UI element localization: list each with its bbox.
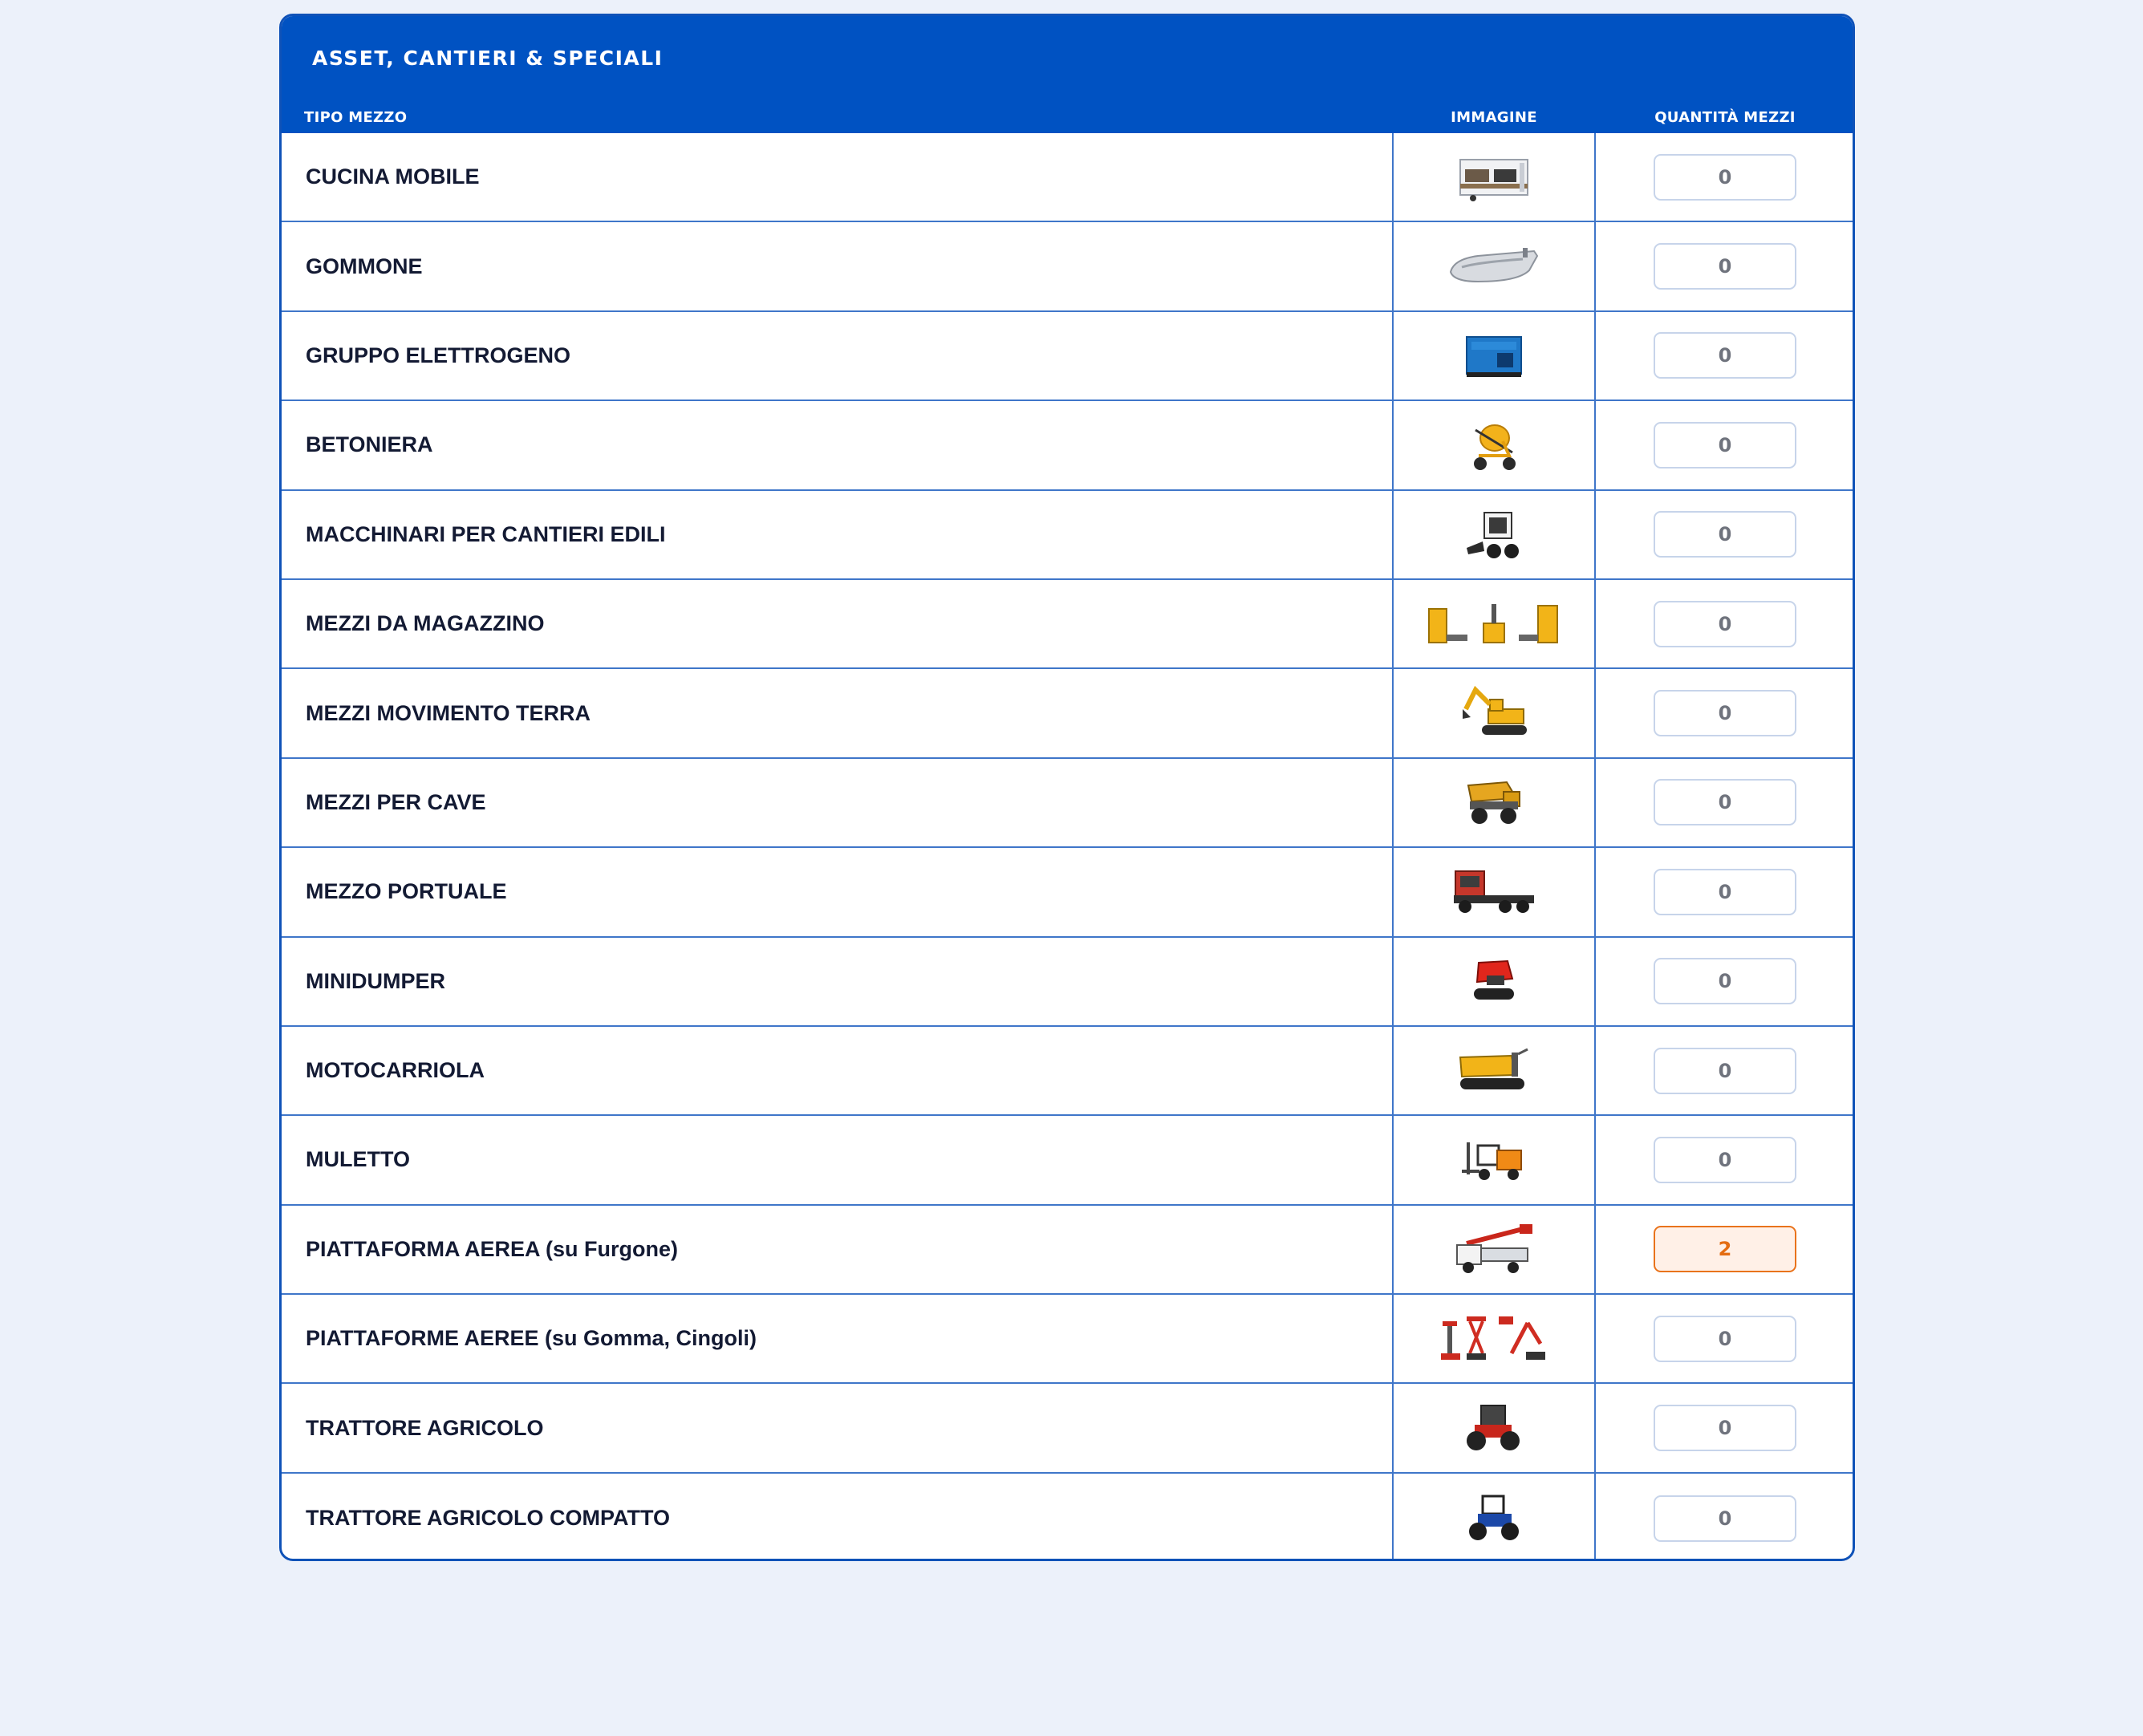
quantity-cell xyxy=(1596,491,1854,578)
quantity-cell xyxy=(1596,401,1854,489)
vehicle-image-cell xyxy=(1394,133,1594,221)
quantity-input[interactable] xyxy=(1654,601,1796,647)
table-row xyxy=(282,312,1853,401)
vehicle-image-cell xyxy=(1394,938,1594,1025)
warehouse-vehicles-icon xyxy=(1426,599,1562,649)
vehicle-type-label: MEZZI MOVIMENTO TERRA xyxy=(306,700,591,725)
vehicle-type-label: TRATTORE AGRICOLO xyxy=(306,1415,544,1440)
quantity-input[interactable] xyxy=(1654,1405,1796,1451)
inflatable-boat-icon xyxy=(1446,243,1542,290)
quantity-input[interactable] xyxy=(1654,511,1796,558)
tracked-carrier-icon xyxy=(1455,1046,1532,1096)
quantity-cell xyxy=(1596,133,1854,221)
quantity-cell xyxy=(1596,1384,1854,1471)
vehicle-image-cell xyxy=(1394,1474,1594,1561)
table-row xyxy=(282,848,1853,937)
column-header-image: IMMAGINE xyxy=(1451,109,1537,126)
table-header xyxy=(282,16,1853,133)
quantity-cell xyxy=(1596,312,1854,400)
compact-tractor-icon xyxy=(1465,1491,1523,1546)
table-row xyxy=(282,222,1853,311)
quantity-input[interactable] xyxy=(1654,332,1796,379)
quantity-input[interactable] xyxy=(1654,1226,1796,1272)
vehicle-type-label: MEZZI PER CAVE xyxy=(306,789,486,814)
quantity-cell xyxy=(1596,580,1854,667)
vehicle-type-label: GRUPPO ELETTROGENO xyxy=(306,343,571,367)
quantity-cell xyxy=(1596,669,1854,756)
section-title: ASSET, CANTIERI & SPECIALI xyxy=(312,47,664,70)
quantity-cell xyxy=(1596,1027,1854,1114)
vehicle-type-label: MULETTO xyxy=(306,1147,410,1172)
vehicle-image-cell xyxy=(1394,1206,1594,1293)
table-row xyxy=(282,401,1853,490)
vehicle-type-label: GOMMONE xyxy=(306,254,423,278)
mobile-kitchen-icon xyxy=(1454,152,1534,203)
vehicle-type-label: TRATTORE AGRICOLO COMPATTO xyxy=(306,1506,670,1531)
column-header-type: TIPO MEZZO xyxy=(304,109,408,126)
vehicle-image-cell xyxy=(1394,848,1594,935)
table-row xyxy=(282,938,1853,1027)
vehicle-image-cell xyxy=(1394,669,1594,756)
quantity-cell xyxy=(1596,1206,1854,1293)
vehicle-type-label: BETONIERA xyxy=(306,432,433,457)
vehicle-type-label: MEZZI DA MAGAZZINO xyxy=(306,611,545,636)
quantity-cell xyxy=(1596,848,1854,935)
concrete-mixer-icon xyxy=(1464,417,1524,473)
vehicle-image-cell xyxy=(1394,312,1594,400)
vehicle-image-cell xyxy=(1394,580,1594,667)
quantity-input[interactable] xyxy=(1654,1316,1796,1362)
quantity-input[interactable] xyxy=(1654,1048,1796,1094)
vehicle-image-cell xyxy=(1394,1295,1594,1382)
quantity-cell xyxy=(1596,759,1854,846)
table-row xyxy=(282,759,1853,848)
quantity-cell xyxy=(1596,1295,1854,1382)
quarry-dumper-icon xyxy=(1463,776,1524,829)
quantity-input[interactable] xyxy=(1654,869,1796,915)
quantity-cell xyxy=(1596,1116,1854,1203)
vehicle-image-cell xyxy=(1394,1116,1594,1203)
agricultural-tractor-icon xyxy=(1463,1401,1524,1455)
quantity-cell xyxy=(1596,1474,1854,1561)
table-row xyxy=(282,1027,1853,1116)
excavator-icon xyxy=(1458,685,1530,741)
table-row xyxy=(282,1206,1853,1295)
table-row xyxy=(282,491,1853,580)
truck-aerial-platform-icon xyxy=(1452,1221,1536,1277)
quantity-input[interactable] xyxy=(1654,779,1796,825)
column-header-quantity: QUANTITÀ MEZZI xyxy=(1654,109,1796,126)
vehicle-type-label: MOTOCARRIOLA xyxy=(306,1058,485,1083)
table-row xyxy=(282,1116,1853,1205)
vehicle-image-cell xyxy=(1394,491,1594,578)
terminal-tractor-icon xyxy=(1449,866,1539,918)
forklift-icon xyxy=(1460,1138,1528,1182)
vehicle-image-cell xyxy=(1394,1384,1594,1471)
vehicle-type-label: PIATTAFORME AEREE (su Gomma, Cingoli) xyxy=(306,1326,757,1351)
vehicle-image-cell xyxy=(1394,401,1594,489)
table-row xyxy=(282,580,1853,669)
vehicle-type-label: MACCHINARI PER CANTIERI EDILI xyxy=(306,521,666,546)
vehicle-type-label: PIATTAFORMA AEREA (su Furgone) xyxy=(306,1236,678,1261)
table-row xyxy=(282,1384,1853,1473)
quantity-input[interactable] xyxy=(1654,958,1796,1004)
vehicle-image-cell xyxy=(1394,222,1594,310)
quantity-cell xyxy=(1596,938,1854,1025)
table-row xyxy=(282,669,1853,758)
table-row xyxy=(282,1295,1853,1384)
table-row xyxy=(282,1474,1853,1561)
quantity-input[interactable] xyxy=(1654,154,1796,201)
quantity-input[interactable] xyxy=(1654,1137,1796,1183)
skid-steer-loader-icon xyxy=(1463,508,1524,561)
table-row xyxy=(282,133,1853,222)
vehicle-type-label: MEZZO PORTUALE xyxy=(306,879,507,904)
vehicle-table-card xyxy=(279,14,1855,1561)
quantity-input[interactable] xyxy=(1654,1495,1796,1542)
vehicle-type-label: CUCINA MOBILE xyxy=(306,164,480,189)
aerial-platforms-icon xyxy=(1438,1310,1550,1368)
table-body xyxy=(282,133,1853,1561)
minidumper-icon xyxy=(1467,955,1520,1008)
generator-icon xyxy=(1462,331,1526,380)
quantity-input[interactable] xyxy=(1654,422,1796,468)
quantity-input[interactable] xyxy=(1654,243,1796,290)
vehicle-image-cell xyxy=(1394,1027,1594,1114)
vehicle-type-label: MINIDUMPER xyxy=(306,968,445,993)
quantity-input[interactable] xyxy=(1654,690,1796,736)
quantity-cell xyxy=(1596,222,1854,310)
vehicle-image-cell xyxy=(1394,759,1594,846)
